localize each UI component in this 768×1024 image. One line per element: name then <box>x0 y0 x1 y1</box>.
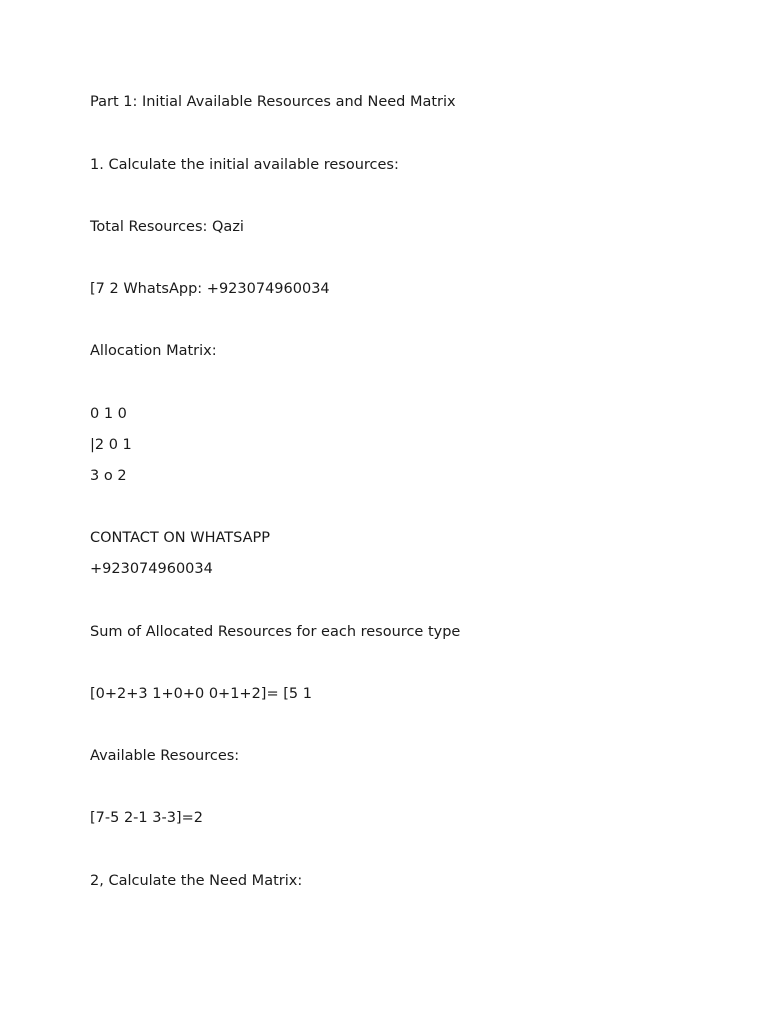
sum-expression: [0+2+3 1+0+0 0+1+2]= [5 1 <box>90 686 312 702</box>
total-resources-line: [7 2 WhatsApp: +923074960034 <box>90 281 330 297</box>
part-heading: Part 1: Initial Available Resources and Need Matrix <box>90 94 456 110</box>
allocation-row: 3 o 2 <box>90 468 127 484</box>
contact-label: CONTACT ON WHATSAPP <box>90 530 271 546</box>
available-expression: [7-5 2-1 3-3]=2 <box>90 810 203 826</box>
allocation-matrix-label: Allocation Matrix: <box>90 343 217 359</box>
contact-number: +923074960034 <box>90 561 213 577</box>
allocation-row: 0 1 0 <box>90 406 127 422</box>
step-2-text: 2, Calculate the Need Matrix: <box>90 873 303 889</box>
allocation-row: |2 0 1 <box>90 437 132 453</box>
total-resources-label: Total Resources: Qazi <box>90 219 244 235</box>
step-1-text: 1. Calculate the initial available resources: <box>90 157 399 173</box>
available-resources-label: Available Resources: <box>90 748 240 764</box>
sum-label: Sum of Allocated Resources for each resource type <box>90 624 461 640</box>
